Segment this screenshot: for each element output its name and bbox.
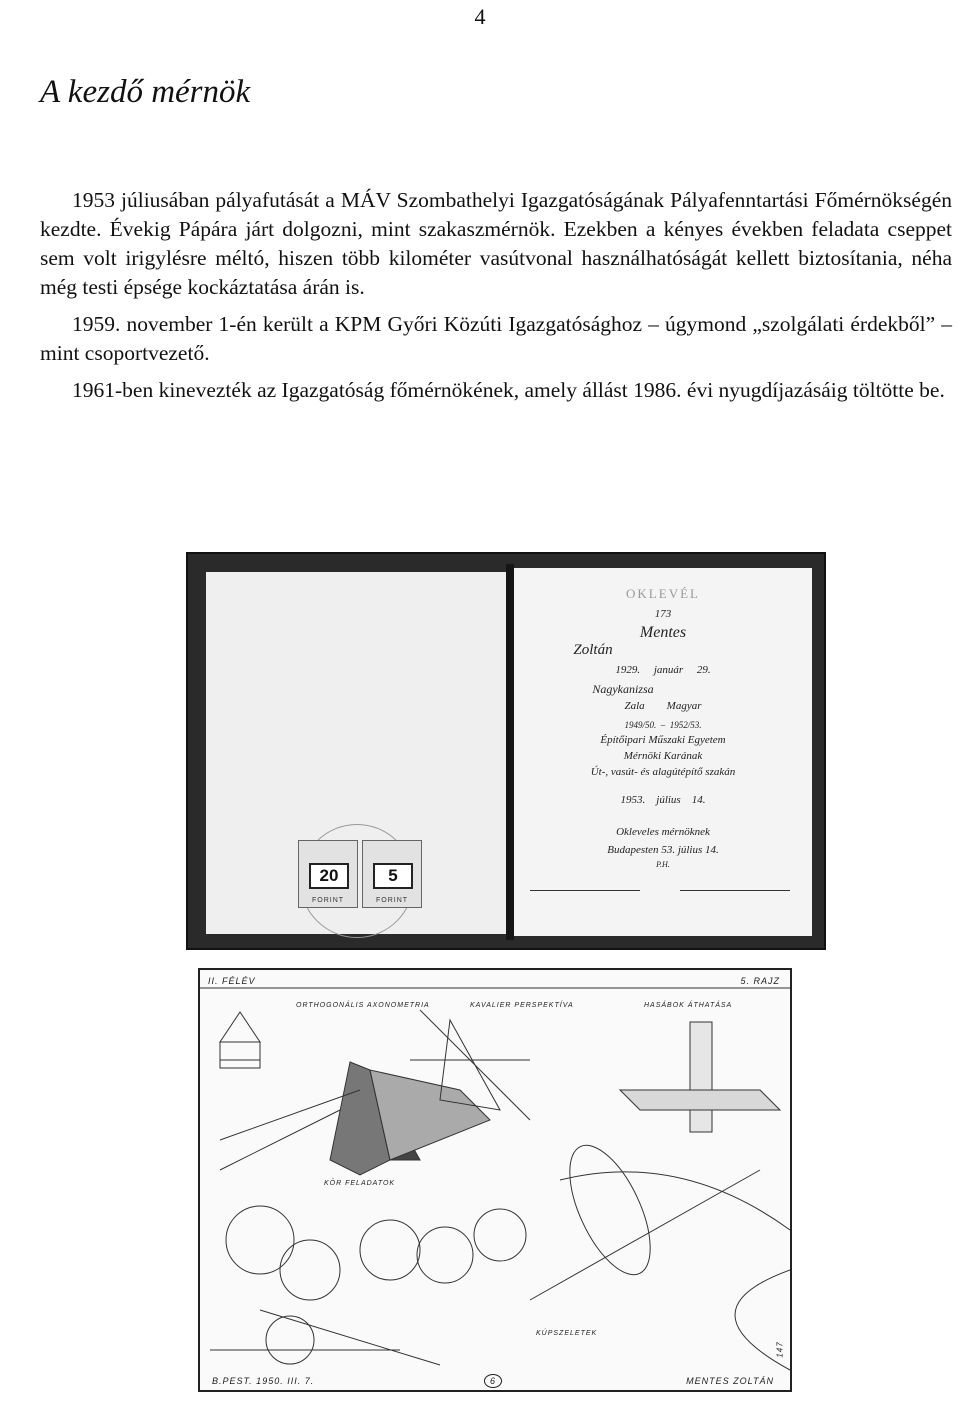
folder-spine bbox=[506, 564, 514, 940]
issue-year: 53. bbox=[661, 844, 676, 856]
stamp-value: 5 bbox=[373, 863, 413, 889]
drawing-semester: II. FÉLÉV bbox=[208, 976, 256, 986]
diploma-study-years: 1949/50. – 1952/53. bbox=[624, 720, 702, 730]
study-year-start: 1949/50. bbox=[624, 720, 657, 730]
diploma-issue-date bbox=[514, 844, 812, 856]
diploma-photo bbox=[186, 552, 826, 950]
base-outline bbox=[220, 1042, 260, 1060]
exam-month: július bbox=[656, 794, 681, 806]
diploma-faculty: Mérnöki Karának bbox=[623, 750, 703, 762]
birth-month: január bbox=[653, 664, 684, 676]
drawing-sheet-number: 5. RAJZ bbox=[740, 976, 780, 986]
pyramid-outline bbox=[220, 1012, 260, 1042]
study-year-end: 1952/53. bbox=[669, 720, 702, 730]
prism bbox=[690, 1022, 712, 1132]
tangent-circle bbox=[360, 1220, 420, 1280]
construction-line bbox=[530, 1170, 760, 1300]
tangent-circle bbox=[474, 1209, 526, 1261]
body-text bbox=[40, 186, 952, 413]
drawing-place-date: B.PEST. 1950. III. 7. bbox=[212, 1376, 315, 1386]
base-outline bbox=[220, 1060, 260, 1068]
diploma-seal-mark: P.H. bbox=[656, 860, 670, 869]
drawing-section-label: KAVALIER PERSPEKTÍVA bbox=[470, 1002, 574, 1009]
exam-year: 1953. bbox=[620, 794, 646, 806]
geometry-drawing bbox=[200, 970, 790, 1390]
drawing-author: MENTES ZOLTÁN bbox=[686, 1376, 774, 1386]
issue-month: július bbox=[677, 844, 703, 856]
nationality: Magyar bbox=[666, 700, 702, 712]
birth-day: 29. bbox=[696, 664, 711, 676]
diploma-county-line bbox=[514, 700, 812, 712]
diploma-number: 173 bbox=[654, 608, 672, 620]
issue-day: 14. bbox=[705, 844, 719, 856]
prism bbox=[620, 1090, 780, 1110]
diploma-specialization: Út-, vasút- és alagútépítő szakán bbox=[590, 766, 736, 778]
diploma-birth-place: Nagykanizsa bbox=[592, 682, 654, 696]
tangent-circle bbox=[280, 1240, 340, 1300]
county: Zala bbox=[624, 700, 645, 712]
drawing-section-label: ORTHOGONÁLIS AXONOMETRIA bbox=[296, 1002, 430, 1009]
signature bbox=[680, 870, 790, 891]
diploma-left-page bbox=[206, 572, 506, 934]
diploma-exam-date bbox=[514, 794, 812, 806]
paragraph: 1961-ben kinevezték az Igazgatóság főmérnökének, amely állást 1986. évi nyugdíjazásáig töltötte be. bbox=[72, 378, 945, 402]
birth-year: 1929. bbox=[615, 664, 641, 676]
paragraph: 1953 júliusában pályafutását a MÁV Szombathelyi Igazgatóságának Pályafenntartási Főmérnökségén kezdte. Évekig Pápára járt dolgozni, mint szakaszmérnök. Ezekben a kényes években feladata cseppet sem volt irigylésre méltó, hiszen több kilométer vasútvonal használhatóságát kellett biztosítania, néha még testi épsége kockáztatása árán is. bbox=[40, 188, 952, 299]
exam-day: 14. bbox=[691, 794, 706, 806]
drawing-section-label: KÚPSZELETEK bbox=[536, 1330, 598, 1337]
page-number: 4 bbox=[474, 4, 486, 29]
drawing-sheet-badge: 6 bbox=[484, 1374, 502, 1388]
diploma-university: Építőipari Műszaki Egyetem bbox=[600, 734, 726, 746]
ellipse bbox=[553, 1134, 667, 1286]
drawing-sheet bbox=[198, 968, 792, 1392]
tangent-circle bbox=[417, 1227, 473, 1283]
tangent-circle bbox=[226, 1206, 294, 1274]
parabola bbox=[735, 1270, 790, 1370]
stamp-currency: FORINT bbox=[375, 897, 409, 904]
drawing-side-number: 147 bbox=[775, 1341, 785, 1358]
diploma-title: OKLEVÉL bbox=[626, 586, 700, 601]
paragraph: 1959. november 1-én került a KPM Győri Közúti Igazgatósághoz – úgymond „szolgálati érdekből” – mint csoportvezető. bbox=[40, 312, 952, 365]
stamp-currency: FORINT bbox=[311, 897, 345, 904]
cast-shadow bbox=[370, 1070, 490, 1160]
signature bbox=[530, 870, 640, 891]
revenue-stamp bbox=[298, 840, 358, 908]
diploma-birth-date bbox=[514, 664, 812, 676]
stamp-value: 20 bbox=[309, 863, 349, 889]
drawing-section-label: KÖR FELADATOK bbox=[324, 1180, 396, 1187]
hyperbola bbox=[560, 1172, 790, 1230]
tangent-circle bbox=[266, 1316, 314, 1364]
chapter-title: A kezdő mérnök bbox=[40, 74, 251, 110]
diploma-given-name: Zoltán bbox=[573, 642, 613, 658]
revenue-stamp bbox=[362, 840, 422, 908]
construction-line bbox=[260, 1310, 440, 1365]
diploma-degree: Okleveles mérnöknek bbox=[616, 826, 710, 838]
drawing-section-label: HASÁBOK ÁTHATÁSA bbox=[644, 1002, 733, 1009]
diploma-certificate bbox=[514, 568, 812, 936]
issue-city: Budapesten bbox=[607, 844, 659, 856]
diploma-family-name: Mentes bbox=[639, 624, 687, 641]
